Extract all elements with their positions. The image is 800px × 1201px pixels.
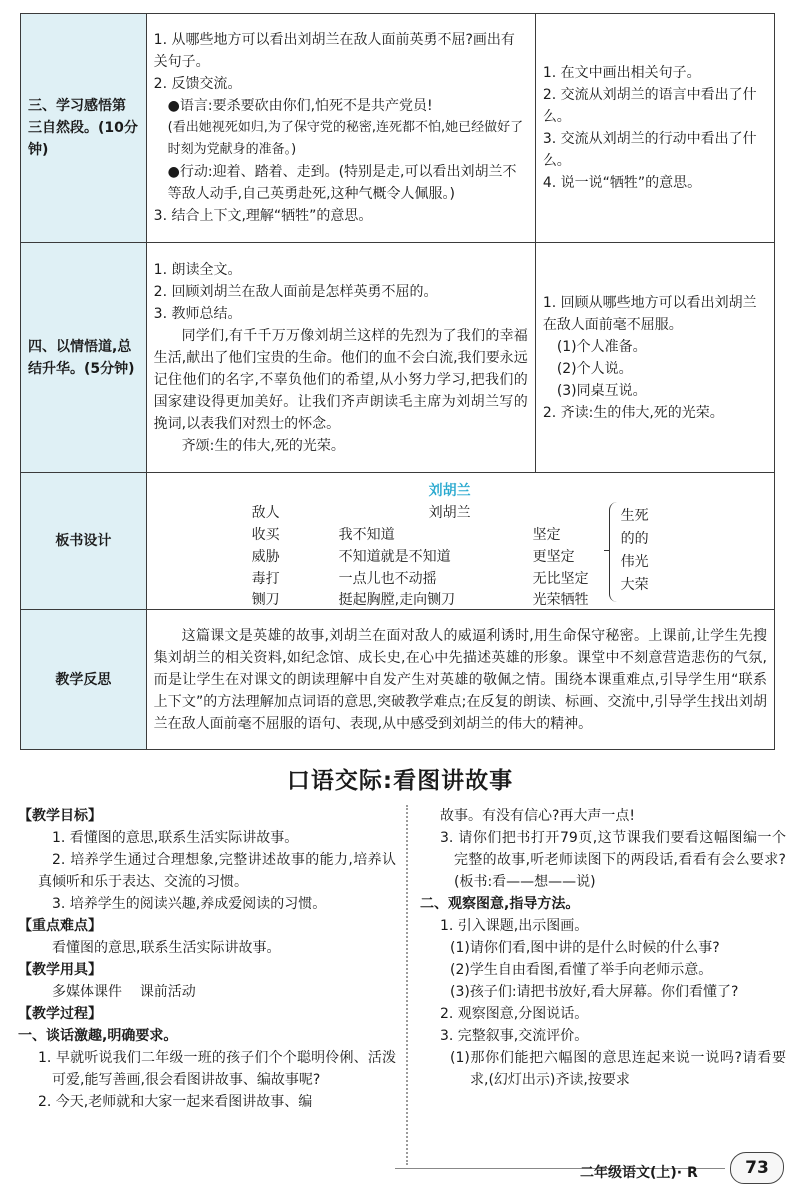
step1-item: 1. 早就听说我们二年级一班的孩子们个个聪明伶俐、活泼可爱,能写善画,很会看图讲故事、编故事呢?: [38, 1050, 396, 1088]
step2-subitem: (3)孩子们:请把书放好,看大屏幕。你们看懂了?: [450, 984, 739, 1000]
row-body-step3: [146, 14, 535, 243]
goals-heading: 【教学目标】: [18, 808, 102, 824]
reflection-text: [146, 610, 774, 750]
board-cell: 敌人: [251, 505, 280, 521]
board-cell: 收买: [251, 527, 280, 543]
row-body-step4: [146, 243, 535, 473]
body-line: 3. 教师总结。: [153, 305, 242, 322]
body-line: 2. 回顾刘胡兰在敌人面前是怎样英勇不屈的。: [153, 283, 438, 300]
body-paragraph: 同学们,有千千万万像刘胡兰这样的先烈为了我们的幸福生活,献出了他们宝贵的生命。他们的血不会白流,我们要永远记住他们的名字,不辜负他们的希望,从小努力学习,把我们的国家建设得更加美好。让我们齐声朗读毛主席为刘胡兰写的挽词,以表我们对烈士的怀念。: [153, 327, 528, 432]
board-cell: 威胁: [251, 549, 280, 565]
body-line: 2. 反馈交流。: [153, 76, 242, 92]
step2-item: 1. 引入课题,出示图画。: [440, 918, 589, 934]
goal-item: 1. 看懂图的意思,联系生活实际讲故事。: [52, 830, 299, 846]
table-row-board: [21, 473, 775, 610]
tools-heading: 【教学用具】: [18, 962, 102, 978]
step1-item: 3. 请你们把书打开79页,这节课我们要看这幅图编一个完整的故事,听老师读图下的两段话,看看有会么要求?(板书:看——想——说): [440, 830, 786, 890]
student-line: 2. 齐读:生的伟大,死的光荣。: [542, 404, 724, 421]
board-title: 刘胡兰: [428, 483, 471, 499]
lesson-plan-table: [20, 13, 775, 750]
student-line: 3. 交流从刘胡兰的行动中看出了什么。: [542, 131, 757, 169]
board-summary: 的的: [620, 531, 649, 547]
step2-subitem: (1)请你们看,图中讲的是什么时候的什么事?: [450, 940, 720, 956]
table-row-step4: [21, 243, 775, 473]
goal-item: 2. 培养学生通过合理想象,完整讲述故事的能力,培养认真倾听和乐于表达、交流的习惯。: [38, 852, 396, 890]
board-summary: 生死: [620, 508, 649, 524]
key-text: 看懂图的意思,联系生活实际讲故事。: [52, 940, 281, 956]
body-line: 齐颂:生的伟大,死的光荣。: [181, 437, 345, 454]
student-line: 1. 在文中画出相关句子。: [542, 65, 701, 81]
step1-heading: 一、谈话激趣,明确要求。: [18, 1028, 178, 1044]
reflection-paragraph: 这篇课文是英雄的故事,刘胡兰在面对敌人的威逼利诱时,用生命保守秘密。上课前,让学生先搜集刘胡兰的相关资料,如纪念馆、成长史,在心中先描述英雄的形象。课堂中不刻意营造悲伤的气氛,而是让学生在对课文的朗读理解中自发产生对英雄的敬佩之情。围绕本课重难点,引导学生用“联系上下文”的方法理解加点词语的意思,突破教学难点;在反复的朗读、标画、交流中,引导学生找出刘胡兰在敌人面前毫不屈服的语句、表现,从中感受到刘胡兰的伟大的精神。: [153, 627, 767, 732]
step2-item: 2. 观察图意,分图说话。: [440, 1006, 589, 1022]
board-layout: [147, 477, 774, 608]
board-design: [146, 473, 774, 610]
row-header-step3: 三、学习感悟第三自然段。(10分钟): [21, 14, 147, 243]
body-line: 3. 结合上下文,理解“牺牲”的意思。: [153, 208, 373, 224]
step2-subitem: (1)那你们能把六幅图的意思连起来说一说吗?请看要求,(幻灯出示)齐读,按要求: [450, 1050, 786, 1088]
right-column: [420, 805, 786, 1091]
board-summary: 伟光: [620, 554, 649, 570]
student-line: 2. 交流从刘胡兰的语言中看出了什么。: [542, 87, 757, 125]
continuation-text: 故事。有没有信心?再大声一点!: [440, 808, 636, 824]
board-cell: 我不知道: [338, 527, 395, 543]
student-line: 1. 回顾从哪些地方可以看出刘胡兰在敌人面前毫不屈服。: [542, 294, 757, 333]
student-line: 4. 说一说“牺牲”的意思。: [542, 175, 702, 191]
board-cell: 光荣牺牲: [532, 592, 589, 608]
step2-item: 3. 完整叙事,交流评价。: [440, 1028, 589, 1044]
body-line: ●语言:要杀要砍由你们,怕死不是共产党员!: [167, 98, 433, 114]
board-cell: 不知道就是不知道: [338, 549, 451, 565]
board-cell: 更坚定: [532, 549, 575, 565]
tools-text: 多媒体课件 课前活动: [52, 984, 196, 1000]
board-cell: 挺起胸膛,走向铡刀: [338, 592, 456, 608]
body-line: 1. 从哪些地方可以看出刘胡兰在敌人面前英勇不屈?画出有关句子。: [153, 32, 515, 70]
footer-book-label: 二年级语文(上)· R: [580, 1165, 698, 1181]
board-cell: 无比坚定: [532, 571, 589, 587]
student-line: (1)个人准备。: [556, 338, 647, 355]
board-cell: 坚定: [532, 527, 561, 543]
table-row-step3: [21, 14, 775, 243]
key-heading: 【重点难点】: [18, 918, 102, 934]
body-line: ●行动:迎着、踏着、走到。(特别是走,可以看出刘胡兰不等敌人动手,自己英勇赴死,这种气概令人佩服。): [167, 164, 517, 202]
step2-subitem: (2)学生自由看图,看懂了举手向老师示意。: [450, 962, 713, 978]
board-cell: 铡刀: [251, 592, 280, 608]
step2-heading: 二、观察图意,指导方法。: [420, 896, 580, 912]
student-line: (3)同桌互说。: [556, 382, 647, 399]
table-row-reflection: [21, 610, 775, 750]
row-student-step3: [535, 14, 774, 243]
board-cell: 毒打: [251, 571, 280, 587]
student-line: (2)个人说。: [556, 360, 633, 377]
board-cell: 刘胡兰: [428, 505, 471, 521]
row-header-step4: 四、以情悟道,总结升华。(5分钟): [21, 243, 147, 473]
column-divider: [406, 805, 408, 1165]
page-number-badge: 73: [730, 1152, 784, 1184]
step1-item: 2. 今天,老师就和大家一起来看图讲故事、编: [38, 1094, 313, 1110]
body-line: (看出她视死如归,为了保守党的秘密,连死都不怕,她已经做好了时刻为党献身的准备。): [167, 120, 524, 157]
row-header-board: 板书设计: [21, 473, 147, 610]
left-column: [18, 805, 396, 1113]
goal-item: 3. 培养学生的阅读兴趣,养成爱阅读的习惯。: [52, 896, 327, 912]
row-header-reflection: 教学反思: [21, 610, 147, 750]
board-summary: 大荣: [620, 577, 649, 593]
board-brace: [609, 502, 618, 602]
process-heading: 【教学过程】: [18, 1006, 102, 1022]
row-student-step4: [535, 243, 774, 473]
board-cell: 一点儿也不动摇: [338, 571, 437, 587]
section-title: 口语交际:看图讲故事: [286, 768, 514, 794]
body-line: 1. 朗读全文。: [153, 261, 242, 278]
